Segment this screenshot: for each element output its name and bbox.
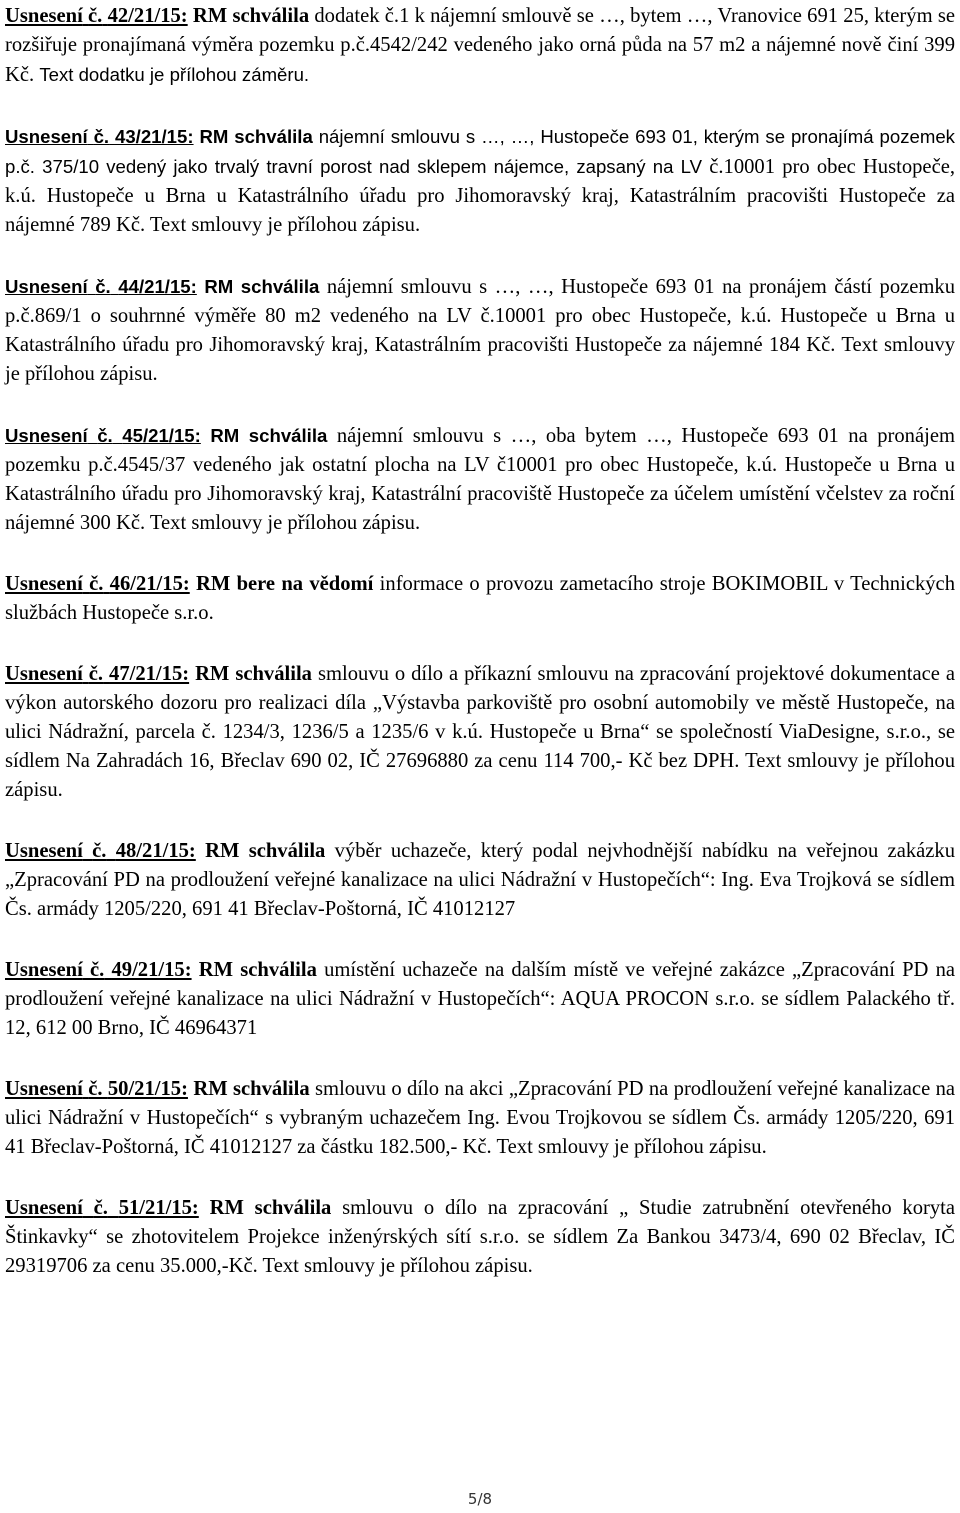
resolution-label: [5, 276, 197, 297]
resolution-ref: 47/21/15:: [109, 663, 190, 685]
resolution-text: nájemní smlouvu s …, …, Hustopeče 693 01 na pronájem částí pozemku p.č.869/1 o souhrnné výměře 80 m2 vedeného na LV č.10001 pro obec Hustopeče, k.ú. Hustopeče u Brna u Katastrálního úřadu pro Jihomoravský kraj, Katastrálním pracovišti Hustopeče za nájemné 184 Kč. Text smlouvy je přílohou zápisu.: [5, 276, 956, 385]
resolution-49: [5, 956, 955, 1043]
resolution-46: [5, 570, 955, 628]
resolution-label: [5, 1197, 199, 1219]
label-prefix: Usnesení: [5, 276, 88, 297]
resolution-action: RM schválila: [210, 425, 328, 446]
label-suffix: č.: [92, 840, 107, 862]
label-suffix: č.: [97, 425, 113, 446]
label-suffix: č.: [90, 959, 105, 981]
resolution-label: [5, 573, 190, 595]
label-prefix: Usnesení: [5, 840, 83, 862]
resolution-text-sans: Text dodatku je přílohou záměru.: [39, 64, 310, 85]
resolution-44: [5, 272, 955, 389]
resolution-text: výběr uchazeče, který podal nejvhodnější nabídku na veřejnou zakázku „Zpracování PD na prodloužení veřejné kanalizace na ulici Nádražní v Hustopečích“: Ing. Eva Trojková se sídlem Čs. armády 1205/220, 691 41 Břeclav-Poštorná, IČ 41012127: [5, 840, 956, 920]
label-suffix: č.: [93, 1197, 108, 1219]
resolution-label: [5, 1078, 188, 1100]
resolution-text: č.10001 pro obec Hustopeče, k.ú. Hustopeče u Brna u Katastrálního úřadu pro Jihomoravský kraj, Katastrálním pracovišti Hustopeče za nájemné 789 Kč. Text smlouvy je přílohou zápisu.: [5, 156, 955, 236]
label-prefix: Usnesení: [5, 1078, 83, 1100]
resolution-text: umístění uchazeče na dalším místě ve veřejné zakázce „Zpracování PD na prodloužení veřejné kanalizace na ulici Nádražní v Hustopečích“: AQUA PROCON s.r.o. se sídlem Palackého tř. 12, 612 00 Brno, IČ 46964371: [5, 959, 956, 1039]
resolution-text: nájemní smlouvu s …, oba bytem …, Hustopeče 693 01 na pronájem pozemku p.č.4545/37 vedeného jak ostatní plocha na LV č10001 pro obec Hustopeče, k.ú. Hustopeče u Brna u Katastrálního úřadu pro Jihomoravský kraj, Katastrální pracoviště Hustopeče za účelem umístění včelstev za roční nájemné 300 Kč. Text smlouvy je přílohou zápisu.: [5, 425, 956, 534]
resolution-text: dodatek č.1 k nájemní smlouvě se …, bytem …, Vranovice 691 25, kterým se rozšiřuje pronajímaná výměra pozemku p.č.4542/242 vedeného jako orná půda na 57 m2 a nájemné nově činí 399 Kč.: [5, 5, 955, 86]
resolution-action: RM schválila: [192, 5, 310, 27]
resolution-action: RM schválila: [195, 663, 312, 685]
label-suffix: č.: [93, 126, 110, 147]
resolution-action: RM bere na vědomí: [196, 573, 374, 595]
resolution-ref: 43/21/15:: [114, 126, 194, 147]
resolution-action: RM schválila: [199, 126, 313, 147]
resolution-label: [5, 425, 201, 446]
label-suffix: č.: [88, 5, 103, 27]
resolution-text: smlouvu o dílo na akci „Zpracování PD na prodloužení veřejné kanalizace na ulici Nádražní v Hustopečích“ s vybraným uchazečem Ing. Evou Trojkovou se sídlem Čs. armády 1205/220, 691 41 Břeclav-Poštorná, IČ 41012127 za částku 182.500,- Kč. Text smlouvy je přílohou zápisu.: [5, 1078, 956, 1158]
resolution-action: RM schválila: [209, 1197, 332, 1219]
resolution-47: [5, 660, 955, 805]
resolution-label: [5, 840, 196, 862]
label-prefix: Usnesení: [5, 663, 83, 685]
resolution-ref: 45/21/15:: [122, 425, 201, 446]
resolution-ref: 46/21/15:: [109, 573, 190, 595]
label-prefix: Usnesení: [5, 5, 83, 27]
label-prefix: Usnesení: [5, 126, 88, 147]
resolution-text: informace o provozu zametacího stroje BOKIMOBIL v Technických službách Hustopeče s.r.o.: [5, 573, 955, 624]
resolution-ref: 51/21/15:: [118, 1197, 199, 1219]
resolution-45: [5, 421, 955, 538]
resolution-ref: 49/21/15:: [111, 959, 192, 981]
resolution-text: smlouvu o dílo na zpracování „ Studie zatrubnění otevřeného koryta Štinkavky“ se zhotovitelem Projekce inženýrských sítí s.r.o. se sídlem Za Bankou 3473/4, 690 02 Břeclav, IČ 29319706 za cenu 35.000,-Kč. Text smlouvy je přílohou zápisu.: [5, 1197, 956, 1277]
document-page: [5, 2, 955, 1313]
resolution-ref: 50/21/15:: [107, 1078, 188, 1100]
resolution-label: [5, 663, 189, 685]
resolution-action: RM schválila: [193, 1078, 310, 1100]
label-suffix: č.: [95, 276, 111, 297]
label-suffix: č.: [88, 663, 104, 685]
page-number: 5/8: [467, 1490, 493, 1508]
resolution-label: [5, 5, 188, 27]
resolution-50: [5, 1075, 955, 1162]
label-prefix: Usnesení: [5, 425, 88, 446]
resolution-action: RM schválila: [198, 959, 317, 981]
resolution-ref: 48/21/15:: [115, 840, 196, 862]
resolution-action: RM schválila: [204, 276, 320, 297]
resolution-label: [5, 126, 194, 147]
label-prefix: Usnesení: [5, 1197, 83, 1219]
resolution-48: [5, 837, 955, 924]
resolution-42: [5, 2, 955, 90]
resolution-text: smlouvu o dílo a příkazní smlouvu na zpracování projektové dokumentace a výkon autorského dozoru pro realizaci díla „Výstavba parkoviště pro osobní automobily ve městě Hustopeče, na ulici Nádražní, parcela č. 1234/3, 1236/5 a 1235/6 v k.ú. Hustopeče u Brna“ se společností ViaDesigne, s.r.o., se sídlem Na Zahradách 16, Břeclav 690 02, IČ 27696880 za cenu 114 700,- Kč bez DPH. Text smlouvy je přílohou zápisu.: [5, 663, 955, 801]
resolution-label: [5, 959, 192, 981]
resolution-text-sans: nájemní smlouvu s …, …, Hustopeče 693 01, kterým se pronajímá pozemek p.č. 375/10 vedený jako trvalý travní porost nad sklepem nájemce, zapsaný na LV: [5, 126, 955, 177]
label-suffix: č.: [88, 1078, 103, 1100]
label-prefix: Usnesení: [5, 959, 83, 981]
label-suffix: č.: [89, 573, 104, 595]
resolution-43: [5, 122, 955, 240]
resolution-51: [5, 1194, 955, 1281]
resolution-ref: 42/21/15:: [107, 5, 188, 27]
resolution-ref: 44/21/15:: [118, 276, 197, 297]
label-prefix: Usnesení: [5, 573, 83, 595]
resolution-action: RM schválila: [205, 840, 326, 862]
